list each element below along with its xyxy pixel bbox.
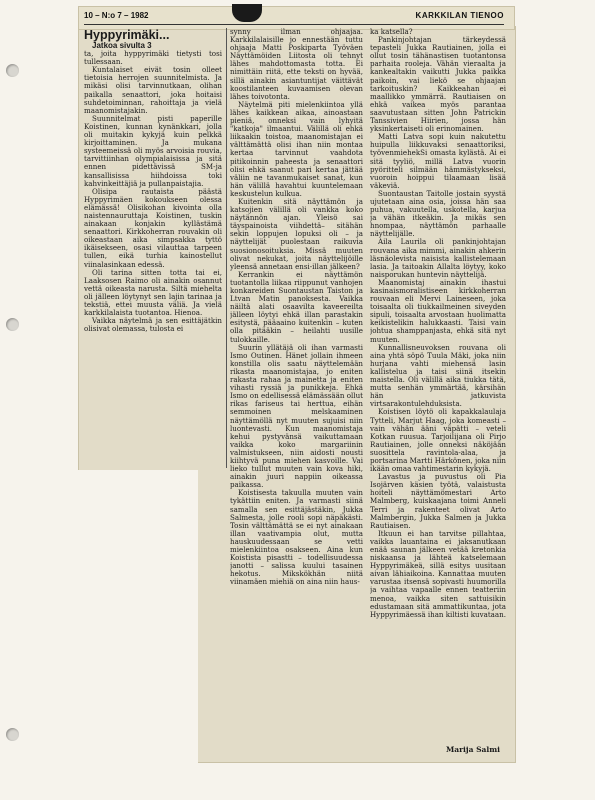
issue-info: 10 – N:o 7 – 1982 bbox=[84, 11, 149, 20]
article-column-2 bbox=[230, 28, 363, 758]
clipping-cutaway bbox=[78, 470, 198, 770]
paragraph: Itkuun ei han tarvitse pillahtaa, vaikka lauantaina ei jaksanutkaan enää saunan jälkeen vetää kretonkia niskaansa ja lähteä katselemaan Hyppyrimäkeä, sillä esitys uusitaan aivan lähiaikoina. Kannattaa muuten varustaa itsensä sopivasti huumorilla ja vaihtaa vapaalle ennen teatteriin menoa, vaikka siten sattuisikin edustamaan sitä ammattikuntaa, jota Hyppyrimäessä ihan kiltisti kuvataan. bbox=[370, 528, 506, 619]
column-rule bbox=[226, 28, 227, 468]
paragraph: Oli tarina sitten totta tai ei, Laaksosen Raimo oli ainakin osannut vettä oikeasta narusta. Siltä miehelta oli jälleen löytynyt sen lajin tarinaa ja tekstiä, ettei muusta väliä. Ja vielä karkkilalaista tuotantoa. Hienoa. bbox=[84, 267, 222, 318]
paragraph: ta, joita hyppyrimäki tietysti tosi tullessaan. bbox=[84, 49, 222, 67]
article-column-3 bbox=[370, 28, 506, 758]
paragraph: Suunnitelmat pisti paperille Koistinen, kunnan kynänkkari, jolla oli muitakin kykyjä kuin pelkkä kirjoittaminen. Ja mukana systeemeissä oli myös arvoisia rouvia, tarvittiinhan olympialaisissa ja sitä ennen pidettävissä SM-ja kansallisissa hiihdoissa toki kahvinkeittäjiä ja pullanpaistajia. bbox=[84, 113, 222, 188]
article-title: Hyppyrimäki... bbox=[84, 28, 170, 42]
paragraph: Suurin yllätäjä oli ihan varmasti Ismo Outinen. Hänet jollain ihmeen konstilla olis saatu näyttelemään rikasta maanomistajaa, jo eniten rakasta rahaa ja mainetta ja eniten vihasti ryssiä ja punikkeja. Ehkä Ismo on edellisessä elämässään ollut rikas fariseus tai herttua, eihän semmoinen melskaaminen näyttämöllä nyt muuten sujuisi niin luontevasti. Kun maanomistaja kehui pystyvänsä vaikuttamaan vaikka koko margariinin valmistukseen, niin aidosti nousti kiihtyvä puna miehen kasvoille. Vai lieko tullut muuten vain kova hiki, ainakin juuri nappiin oikeassa paikassa. bbox=[230, 342, 363, 490]
paragraph: Kunnallisneuvoksen rouvana oli aina yhtä söpö Tuula Mäki, joka niin hurjana vahti miehensä lasin kallistelua ja taisi siinä itsekin maistella. Oli välillä aika tiukka tätä, mutta senhän ymmärtää, kärsihän hän jatkuvista virtsarakontulehduksista. bbox=[370, 342, 506, 409]
newspaper-header bbox=[84, 10, 504, 25]
paragraph: Vaikka näytelmä ja sen esittäjätkin olisivat olemassa, tulosta ei bbox=[84, 316, 222, 334]
paragraph: Lavastus ja puvustus oli Pia Isojärven käsien työtä, valaistusta hoiteli näyttämömestari Arto Malmberg, kuiskaajana toimi Anneli Terri ja rakenteet olivat Arto Malmbergin, Jukka Salmen ja Jukka Rautiaisen. bbox=[370, 472, 506, 530]
paragraph: Kuntalaiset eivät tosin olleet tietoisia herrojen suunnitelmista. Ja mikäsi olisi tarvinnutkaan, olihan paikalla senaattori, joka hoitaisi suhdetoiminnan, rahoittaja ja vielä maanomistajakin. bbox=[84, 65, 222, 115]
paragraph: Koistisesta takuulla muuten vain tykättiin eniten. Ja varmasti siinä samalla sen esittäjästäkin, Jukka Salmesta, jolle rooli sopi näpäkästi. Tosin välttämättä se ei nyt ainakaan illan vaativampia olut, mutta hauskuudessaan se vetti mielenkiintoa osakseen. Aina kun Koistista pisastti – todellisuudessa janotti – salissa kuului tasainen hekotus. Mikskökhän niitä viinamäen miehiä on aina niin haus- bbox=[230, 488, 363, 587]
paragraph: Kuitenkin sitä näyttämön ja katsojien välillä oli vankka koko näytännön ajan. Yleisö sai täyspainoista viihdettä– sitähän sekin loppujen lopuksi oli – ja näyttelijät puolestaan raikuvia suosionosoituksia. Missä muuten olivat nekukat, joita näyttelijöille yleensä annetaan ensi-illan jälkeen? bbox=[230, 196, 363, 271]
paragraph: Näytelmä piti mielenkiintoa yllä lähes kaikkean aikaa, ainoastaan pieniä, onneksi vain lyhyitä "katkoja" ilmaantui. Välillä oli ehkä liikaakin toistoa, maanomistajan ei välttämättä olisi ihan niin montaa kertaa tarvinnut vaahdota pitikoinnin paheesta ja senaattori olisi ehkä saanut pari kertaa jättää väliin ne tavanmukaiset sanat, kun hän välillä havahtui kuuntelemaan keskustelun kulkua. bbox=[230, 99, 363, 198]
paragraph: Suontaustan Taitolle jostain syystä ujutetaan aina osia, joissa hän saa puhua, vakuutella, uskotella, karjua ja vähän itkeäkin. Ja mikäs sen hnompaa, näyttämön parhaalle näyttelijälle. bbox=[370, 188, 506, 239]
paragraph: Koistisen löytö oli kapakkalaulaja Tytteli, Marjut Haag, joka komeasti – vain vähän ääni väpätti – veteli Kotkan ruusua. Tarjoilijana oli Pirjo Rautiainen, jolle onneksi näköjään suosittela ravintola-alaa, ja portsarina Martti Härkönen, joka niin ikään omaa vahtimestarin kykyjä. bbox=[370, 407, 506, 474]
paragraph: Olisipa rautaista päästä Hyppyrimäen kokoukseen olessa elämässä! Olisikohan kivointa olla naistennauruttaja Koistinen, tuskin ainakaan konjakin kyllästämä senaattori. Kirkkoherran rouvakin oli oikeastaan aika simpsakka tyttö ikäisekseen, osasi vilauttaa tarpeen tullen, eikä turhia kainostellut viinalasinkaan edessä. bbox=[84, 186, 222, 269]
binder-hole bbox=[6, 318, 19, 331]
binder-hole bbox=[6, 728, 19, 741]
paragraph: Aila Laurila oli pankinjohtajan rouvana aika mimmi, ainakin ahkerin läsnäolevista naisista kallistelemaan lasia. Ja taitoakin Allalta löytyy, koko naisporukan huntevin näyttelijä. bbox=[370, 237, 506, 279]
paragraph: ka katsella? bbox=[370, 28, 413, 36]
paragraph: Maanomistaj ainakin ihastui kasinaismoralistiseen kirkkoherran rouvaan eli Mervi Laineseen, joka toisaalta oli tiukkailmeinen siveyden sipuli, toisaalta arvostaan huolimatta keikistelikin halukkaasti. Taisi vain johtua shamppanjasta, ehkä sitä nyt muuten. bbox=[370, 277, 506, 344]
article-column-1 bbox=[84, 28, 222, 473]
paragraph: Matti Latva sopi kuin nakutettu huipulla liikkuvaksi senaattoriksi, työvenmiehekSi omasta kylästä. Ai ei sitä tyyliö, millä Latva vuorin pyöritteli silmään hämmästykseksi, vuoroin hoippui tilaamaan lisää väkeviä. bbox=[370, 132, 506, 190]
article-byline: Marija Salmi bbox=[445, 744, 500, 754]
binder-hole bbox=[6, 64, 19, 77]
paragraph: synny ilman ohjaajaa. Karkkilalaisille jo ennestään tuttu ohjaaja Matti Poskiparta Työväen Näyttämöiden Liitosta oli tehnyt lähes mahdottomasta totta. Ei nimittäin riitä, ette teksti on hyvää, sillä ainakin asiantuntijat väittävät koostilanteen kuvaamisen olevan lähes toivotonta. bbox=[230, 28, 363, 101]
newspaper-name: KARKKILAN TIENOO bbox=[415, 11, 504, 20]
paragraph: Pankinjohtajan tärkeydessä tepasteli Jukka Rautiainen, jolla ei ollut tosin tähänastisen tuotantonsa parhaita rooleja. Vähän vieraalta ja kankealtakin vaikutti Jukka paikka paikoin, vai liekö se ohjaajan tarkoituskin? Kaikkeahan ei maallikko ymmärrä. Rautiaisen on ehkä vaikea myös parantaa saavutustaan sitten John Patrickin Tanssivien Hiirien, jossa hän yksinkertaiseti oli erinomainen. bbox=[370, 35, 506, 134]
article-subtitle: Jatkoa sivulta 3 bbox=[92, 41, 152, 50]
paragraph: Kerrankin ei näyttämön tuotantolla liikaa riippunut vanhojen konkareiden Suontaustan Taiston ja Ltvan Matin panoksesta. Vaikka näiltä alati osaavilta kaveereilta jälleen löytyi ehkä illan parastakin esitystä, pääaaino kuitenkin – kuten olla pitääkin – heilahti uusille tulokkaille. bbox=[230, 269, 363, 344]
